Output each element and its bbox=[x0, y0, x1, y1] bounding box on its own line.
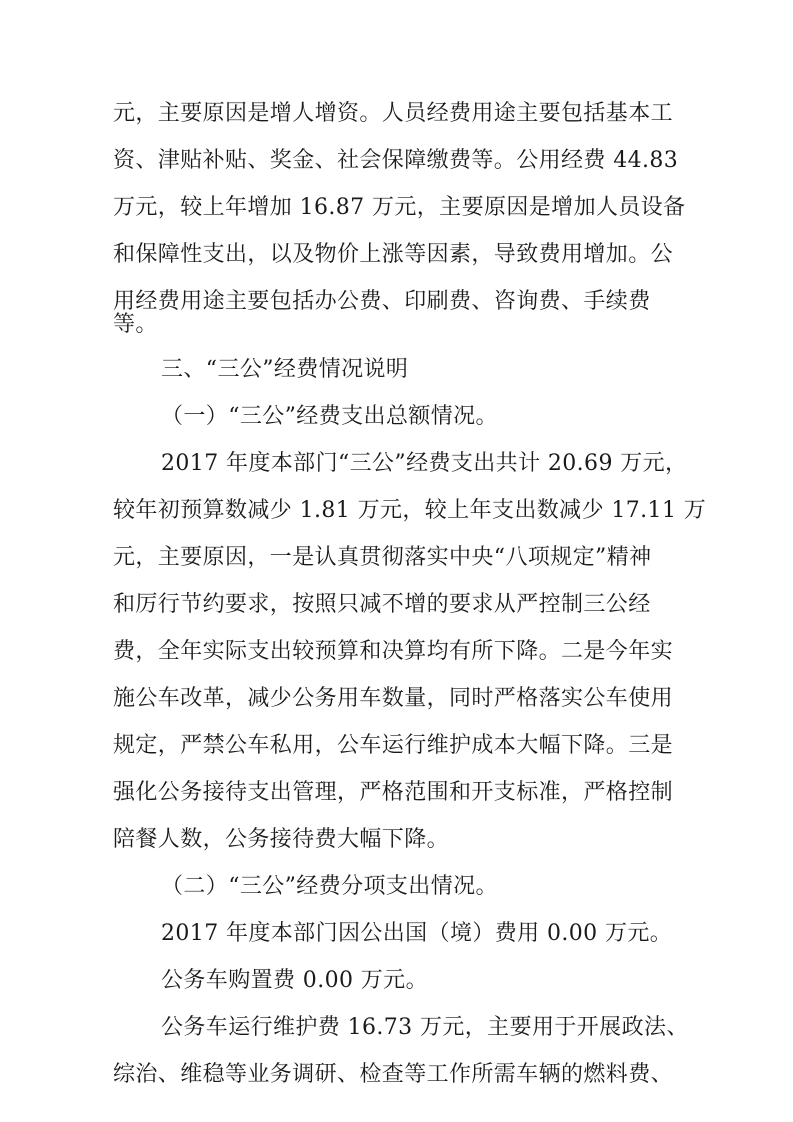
body-text-line: 和厉行节约要求，按照只减不增的要求从严控制三公经 bbox=[113, 592, 651, 617]
body-text-line: 公务车运行维护费 16.73 万元，主要用于开展政法、 bbox=[161, 1015, 689, 1040]
body-text-line: 公务车购置费 0.00 万元。 bbox=[161, 968, 428, 993]
body-text-line: 资、津贴补贴、奖金、社会保障缴费等。公用经费 44.83 bbox=[113, 148, 679, 173]
body-text-line: 陪餐人数，公务接待费大幅下降。 bbox=[113, 827, 450, 852]
subsection-heading: （一）“三公”经费支出总额情况。 bbox=[161, 404, 498, 429]
body-text-line: 2017 年度本部门“三公”经费支出共计 20.69 万元， bbox=[161, 451, 688, 476]
body-text-line: 和保障性支出，以及物价上涨等因素，导致费用增加。公 bbox=[113, 242, 674, 267]
body-text-line: 强化公务接待支出管理，严格范围和开支标准，严格控制 bbox=[113, 780, 674, 805]
body-text-line: 施公车改革，减少公务用车数量，同时严格落实公车使用 bbox=[113, 686, 674, 711]
body-text-line: 用经费用途主要包括办公费、印刷费、咨询费、手续费 bbox=[113, 289, 651, 314]
body-text-line: 费，全年实际支出较预算和决算均有所下降。二是今年实 bbox=[113, 639, 674, 664]
subsection-heading: （二）“三公”经费分项支出情况。 bbox=[161, 874, 498, 899]
body-text-line: 元，主要原因，一是认真贯彻落实中央“八项规定”精神 bbox=[113, 545, 652, 570]
body-text-line: 2017 年度本部门因公出国（境）费用 0.00 万元。 bbox=[161, 921, 673, 946]
body-text-line: 综治、维稳等业务调研、检查等工作所需车辆的燃料费、 bbox=[113, 1062, 674, 1087]
body-text-line: 元，主要原因是增人增资。人员经费用途主要包括基本工 bbox=[113, 101, 674, 126]
body-text-line: 等。 bbox=[113, 312, 158, 337]
section-heading: 三、“三公”经费情况说明 bbox=[161, 357, 409, 382]
body-text-line: 较年初预算数减少 1.81 万元，较上年支出数减少 17.11 万 bbox=[113, 498, 707, 523]
body-text-line: 规定，严禁公车私用，公车运行维护成本大幅下降。三是 bbox=[113, 733, 674, 758]
body-text-line: 万元，较上年增加 16.87 万元，主要原因是增加人员设备 bbox=[113, 195, 686, 220]
